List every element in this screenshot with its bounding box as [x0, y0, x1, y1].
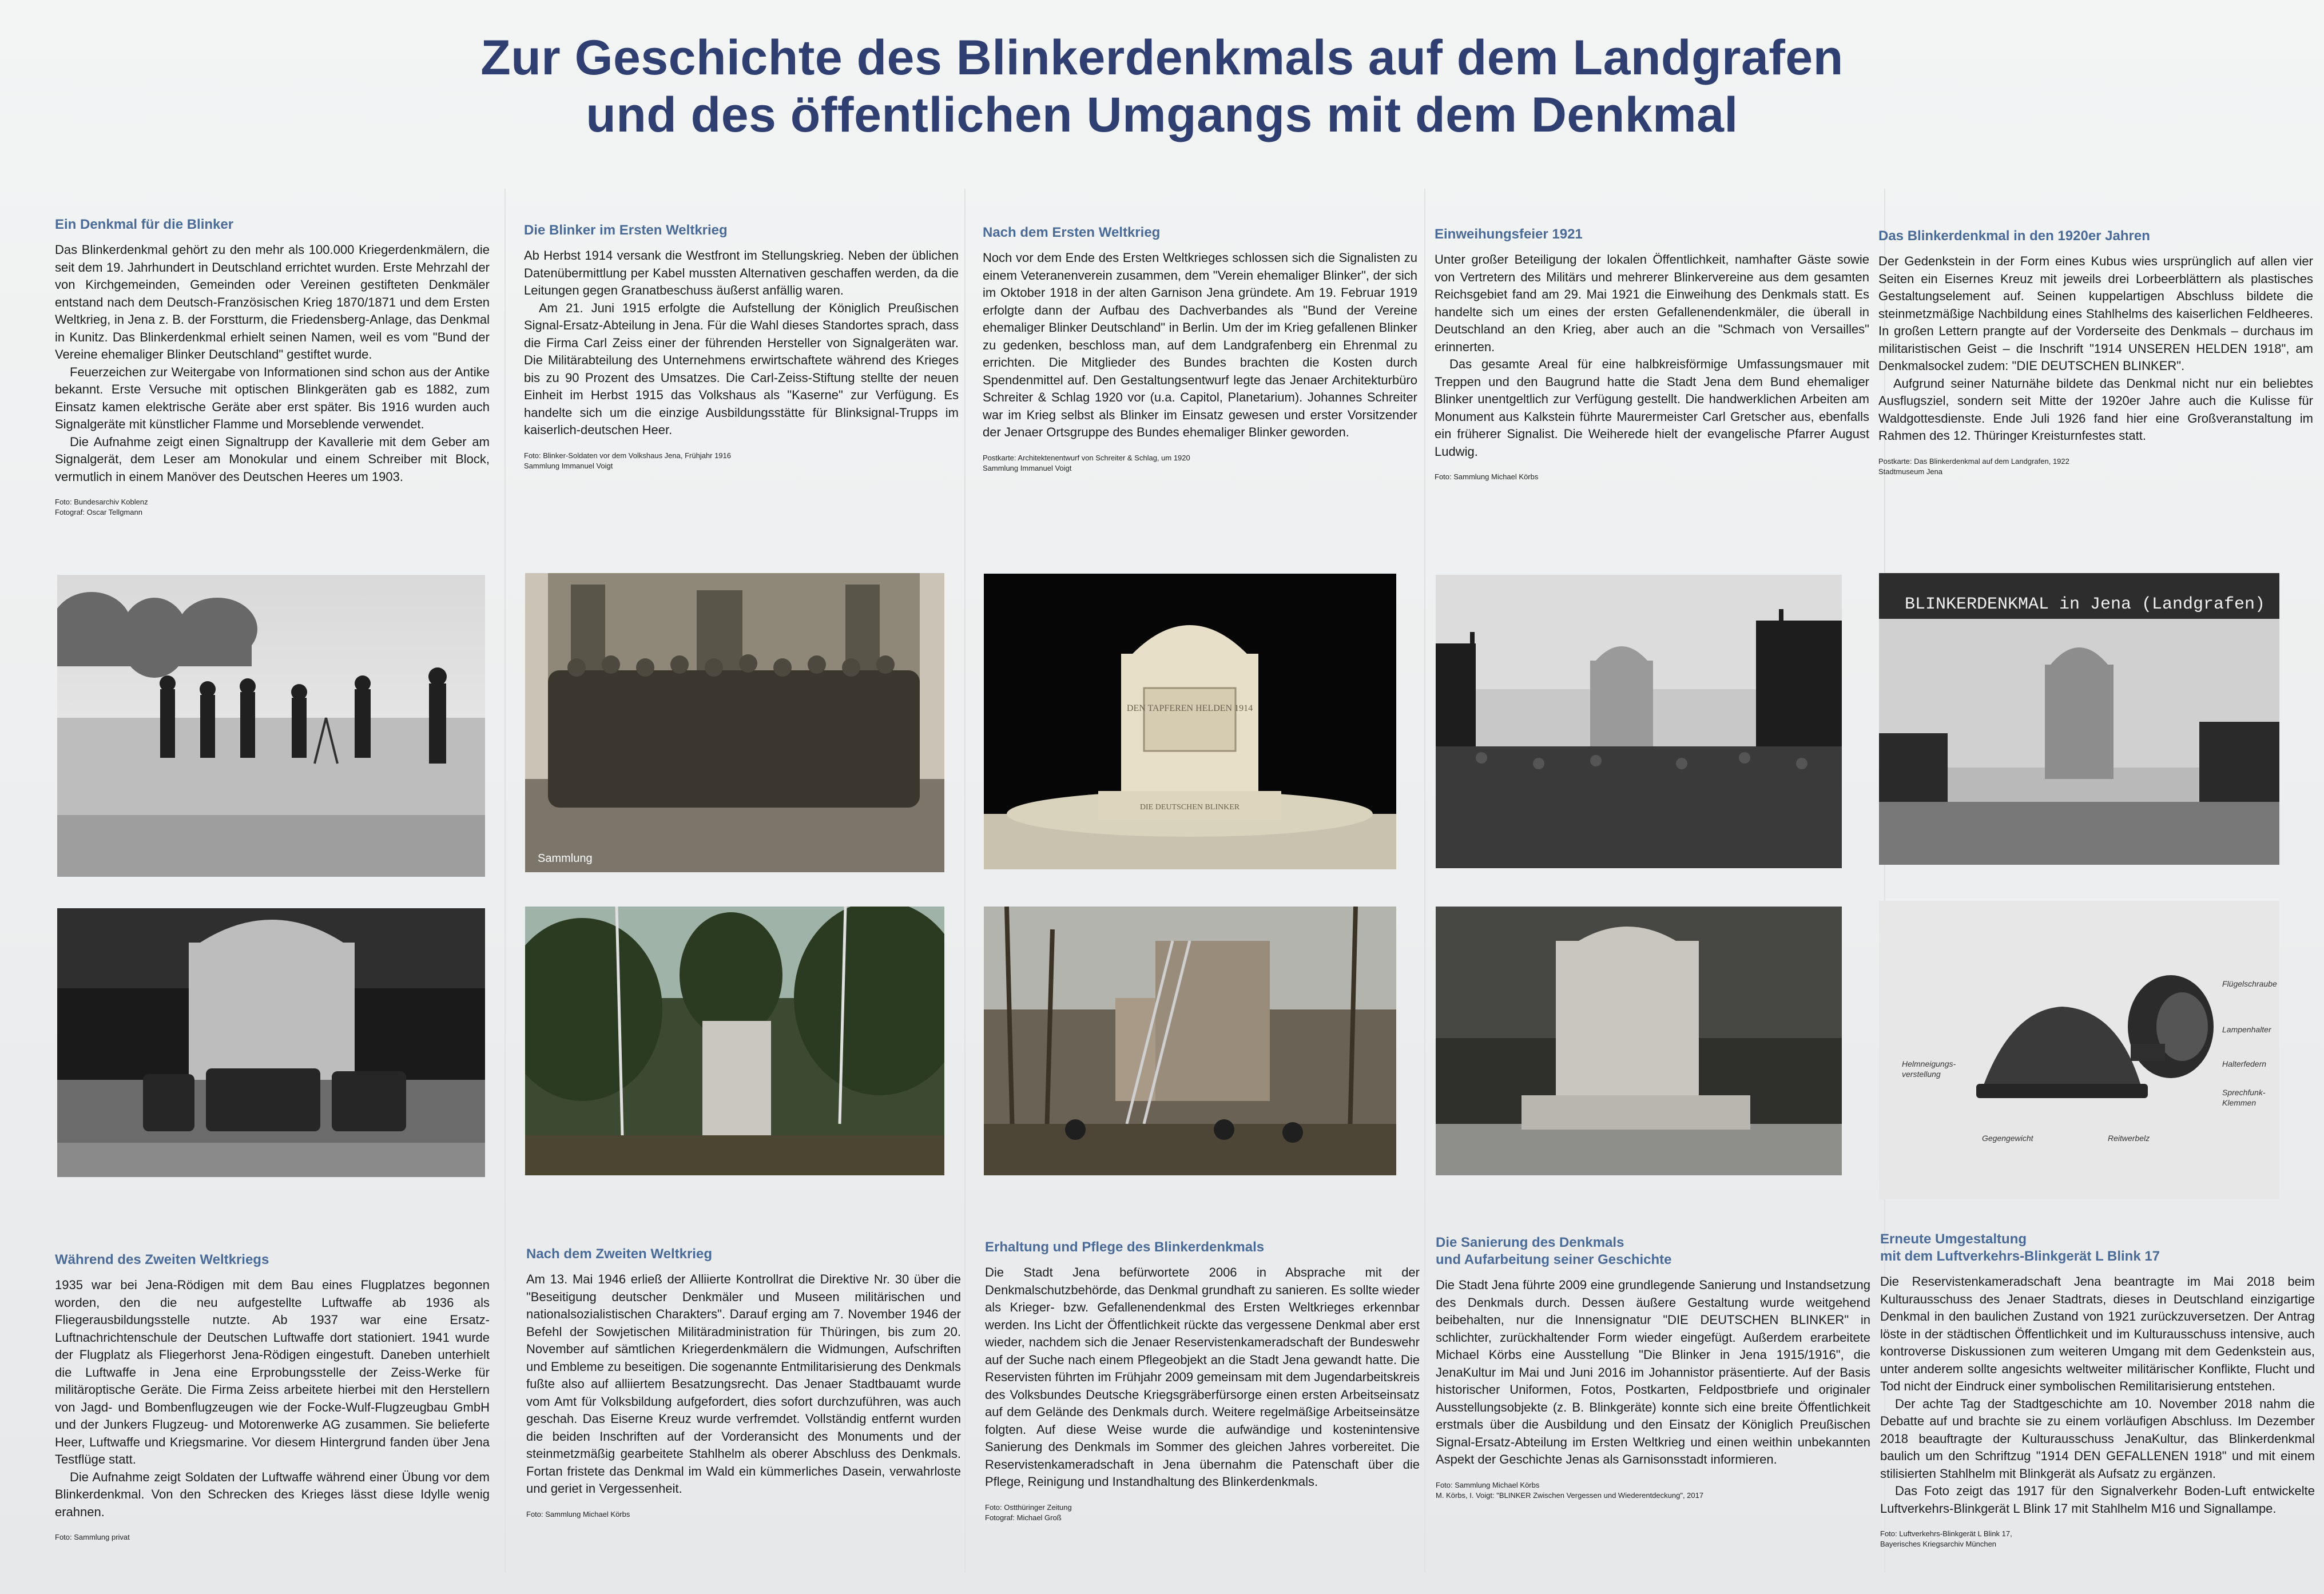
- photo-l-blink-17-helmet: [1879, 901, 2279, 1199]
- section-heading: [1436, 1234, 1870, 1269]
- section-einweihungsfeier: [1435, 226, 1869, 482]
- section-heading: [985, 1239, 1420, 1256]
- section-body: [55, 241, 490, 486]
- credit-line: Foto: Sammlung Michael Körbs: [1435, 472, 1539, 481]
- heading-line: Während des Zweiten Weltkriegs: [55, 1252, 269, 1267]
- paragraph: Die Reservistenkameradschaft Jena beantragte im Mai 2018 beim Kulturausschuss des Jenaer Stadtrats, dieses in Deutschland einzigartige Denkmal in den baulichen Zustand von 1921 zurückzuversetzen. Der Antrag löste in der städtischen Öffentlichkeit und im Kulturausschuss intensive, auch kontroverse Diskussionen zum weiteren Umgang mit dem Gedenkstein aus, unter anderem sollte angesichts weltweiter militärischer Konflikte, Flucht und Tod nicht der Eindruck einer symbolischen Remilitarisierung entstehen.: [1880, 1274, 2315, 1393]
- photo-architect-design-1920: [984, 574, 1396, 869]
- photo-credit: [983, 453, 1417, 474]
- section-body: [983, 249, 1417, 442]
- photo-credit: [55, 1532, 490, 1543]
- credit-line: Foto: Ostthüringer Zeitung: [985, 1502, 1072, 1512]
- section-body: [985, 1264, 1420, 1491]
- board-title-line-1: Zur Geschichte des Blinkerdenkmals auf dem Landgrafen: [480, 30, 1844, 85]
- paragraph: Am 21. Juni 1915 erfolgte die Aufstellung der Königlich Preußischen Signal-Ersatz-Abteilung in Jena. Für die Wahl dieses Standortes sprach, dass die Firma Carl Zeiss einer der führenden Hersteller von Signalgeräten war. Die Militärabteilung des Unternehmens erwirtschaftete während des Krieges bis zu 90 Prozent des Umsatzes. Die Carl-Zeiss-Stiftung stellte der neuen Einheit im Herbst 1915 das Volkshaus als "Kaserne" zur Verfügung. Es handelte sich um die einzige Ausbildungsstätte für Blinksignal-Trupps im kaiserlich-deutschen Heer.: [524, 300, 959, 437]
- photo-credit: [55, 497, 490, 518]
- photo-credit: [526, 1509, 961, 1520]
- paragraph: Unter großer Beteiligung der lokalen Öffentlichkeit, namhafter Gäste sowie von Vertretern des Militärs und mehrerer Blinkervereine aus dem gesamten Reichsgebiet fand am 29. Mai 1921 die Einweihung des Denkmals statt. Es handelte sich um eines der ersten Gefallenendenkmäler, die überall in Deutschland an den Krieg, aber auch an die "Schmach von Versailles" erinnerten.: [1435, 252, 1869, 354]
- column-divider: [964, 189, 966, 1573]
- section-heading: [526, 1246, 961, 1263]
- credit-line: Sammlung Immanuel Voigt: [983, 463, 1072, 472]
- credit-line: Foto: Sammlung Michael Körbs: [1436, 1480, 1540, 1489]
- heading-line: mit dem Luftverkehrs-Blinkgerät L Blink 17: [1880, 1249, 2160, 1264]
- photo-signal-troop-1903: [57, 575, 485, 877]
- section-erhaltung-pflege: [985, 1239, 1420, 1523]
- photo-credit: [1878, 456, 2313, 477]
- section-nach-zweitem-weltkrieg: [526, 1246, 961, 1520]
- section-erneute-umgestaltung: [1880, 1231, 2315, 1549]
- photo-overlay-text: Sammlung: [538, 852, 593, 865]
- paragraph: Aufgrund seiner Naturnähe bildete das Denkmal nicht nur ein beliebtes Ausflugsziel, sondern seit Mitte der 1920er Jahre auch die Kulisse für Waldgottesdienste. Ende Juli 1926 fand hier eine Großveranstaltung im Rahmen des 12. Thüringer Kreisturnfestes statt.: [1878, 376, 2313, 443]
- section-body: [526, 1271, 961, 1498]
- section-body: [1880, 1273, 2315, 1517]
- heading-line: Die Sanierung des Denkmals: [1436, 1235, 1624, 1250]
- photo-luftwaffe-soldiers: [57, 908, 485, 1177]
- credit-line: Stadtmuseum Jena: [1878, 467, 1943, 476]
- helmet-label: Reitwerbelz: [2108, 1134, 2150, 1143]
- photo-volkshaus-soldiers-1916: [525, 573, 944, 872]
- section-body: [524, 247, 959, 439]
- section-nach-erstem-weltkrieg: [983, 224, 1417, 474]
- section-denkmal-fuer-blinker: [55, 216, 490, 518]
- paragraph: 1935 war bei Jena-Rödigen mit dem Bau eines Flugplatzes begonnen worden, den die neu aufgestellte Luftwaffe ab 1936 als Fliegerausbildungsstelle nutzte. Ab 1937 war eine Ersatz-Luftnachrichtenschule der Deutschen Luftwaffe dort stationiert. 1941 wurde der Flugplatz als Fliegerhorst Jena-Rödigen eingestuft. Daneben unterhielt die Luftwaffe in Jena eine Erprobungsstelle der Zeiss-Werke für militäroptische Geräte. Die Firma Zeiss arbeitete hierbei mit den Herstellern von Jagd- und Bombenflugzeugen wie der Focke-Wulf-Flugzeugbau GmbH und der Junkers Flugzeug- und Motorenwerke AG zusammen. Sie belieferte Heer, Luftwaffe und Kriegsmarine. Vor diesem Hintergrund fanden über Jena Testflüge statt.: [55, 1278, 490, 1466]
- helmet-label: verstellung: [1902, 1070, 1941, 1079]
- credit-line: Sammlung Immanuel Voigt: [524, 461, 613, 470]
- photo-credit: [524, 451, 959, 471]
- helmet-label: Helmneigungs-: [1902, 1059, 1956, 1068]
- section-erster-weltkrieg: [524, 222, 959, 471]
- photo-restored-monument-2009: [1436, 907, 1842, 1175]
- section-zweiter-weltkrieg: [55, 1251, 490, 1543]
- section-body: [1878, 253, 2313, 445]
- photo-credit: [985, 1502, 1420, 1523]
- paragraph: Die Stadt Jena führte 2009 eine grundlegende Sanierung und Instandsetzung des Denkmals durch. Dessen äußere Gestaltung wurde weitgehend beibehalten, nur die Innensignatur "DIE DEUTSCHEN BLINKER" in schlichter, zurückhaltender Form wieder eingefügt. Außerdem erarbeitete Michael Körbs eine Ausstellung "Die Blinker in Jena 1915/1916", die JenaKultur im Mai und Juni 2016 im Johannistor präsentierte. Auf der Basis historischer Uniformen, Fotos, Postkarten, Feldpostbriefe und originaler Ausstellungsobjekte (z. B. Blinkgeräte) konnte sich eine breite Öffentlichkeit erstmals über die Ausbildung und den Einsatz der Königlich Preußischen Signal-Ersatz-Abteilung im Ersten Weltkrieg und einen weithin unbekannten Aspekt der Geschichte Jenas als Garnisonsstadt informieren.: [1436, 1278, 1870, 1466]
- paragraph: Das Foto zeigt das 1917 für den Signalverkehr Boden-Luft entwickelte Luftverkehrs-Blinkgerät L Blink 17 mit Stahlhelm M16 und Signallampe.: [1880, 1484, 2315, 1516]
- credit-line: M. Körbs, I. Voigt: "BLINKER Zwischen Vergessen und Wiederentdeckung", 2017: [1436, 1490, 1704, 1500]
- section-heading: Ein Denkmal für die Blinker: [55, 217, 234, 232]
- design-inscription: DEN TAPFEREN HELDEN 1914: [1126, 703, 1253, 713]
- credit-line: Fotograf: Oscar Tellgmann: [55, 508, 142, 516]
- paragraph: Das Blinkerdenkmal gehört zu den mehr als 100.000 Kriegerdenkmälern, die seit dem 19. Jahrhundert in Deutschland errichtet wurden. Erste Mehrzahl der von Kirchgemeinden, Gemeinden oder Vereinen gestifteten Denkmäler entstand nach dem Deutsch-Französischen Krieg 1870/1871 und dem Ersten Weltkrieg, in Jena z. B. der Forstturm, die Friedensberg-Anlage, das Denkmal in Kunitz. Das Blinkerdenkmal erhielt seinen Namen, weil es vom "Bund der Vereine ehemaliger Blinker Deutschland" gestiftet wurde.: [55, 243, 490, 361]
- heading-line: und Aufarbeitung seiner Geschichte: [1436, 1252, 1672, 1267]
- helmet-label: Klemmen: [2222, 1098, 2257, 1107]
- section-body: [55, 1277, 490, 1521]
- credit-line: Foto: Blinker-Soldaten vor dem Volkshaus Jena, Frühjahr 1916: [524, 451, 732, 460]
- paragraph: Am 13. Mai 1946 erließ der Alliierte Kontrollrat die Direktive Nr. 30 über die "Beseitigung deutscher Denkmäler und Museen militärischen und nationalsozialistischen Charakters". Darauf erging am 7. November 1946 der Befehl der Sowjetischen Militäradministration für Thüringen, bis zum 20. November auf sämtlichen Kriegerdenkmälern die Widmungen, Aufschriften und Embleme zu beseitigen. Die sogenannte Entmilitarisierung des Denkmals fußte also auf alliiertem Besatzungsrecht. Das Jenaer Stadtbauamt wurde vom Amt für Volksbildung aufgefordert, dies sofort durchzuführen, was auch geschah. Das Eiserne Kreuz wurde verfremdet. Vollständig entfernt wurden die beiden Inschriften auf der Vorderansicht des Monuments und der steinmetzmäßig gearbeitete Stahlhelm als oberer Abschluss des Denkmals. Fortan fristete das Denkmal im Wald ein kümmerliches Dasein, verwahrloste und geriet in Vergessenheit.: [526, 1272, 961, 1496]
- helmet-label: Sprechfunk-: [2222, 1088, 2266, 1097]
- heading-line: Erhaltung und Pflege des Blinkerdenkmals: [985, 1239, 1265, 1255]
- photo-credit: [1436, 1480, 1870, 1501]
- photo-credit: [1880, 1529, 2315, 1549]
- paragraph: Der achte Tag der Stadtgeschichte am 10. November 2018 nahm die Debatte auf und brachte sie zu einem vorläufigen Abschluss. Im Dezember 2018 beauftragte der Kulturausschuss JenaKultur, das Blinkerdenkmal baulich um den Schriftzug "1914 DEN GEFALLENEN 1918" und mit einem stilisierten Stahlhelm mit Blinkgerät als Aufsatz zu ergänzen.: [1880, 1396, 2315, 1481]
- credit-line: Foto: Bundesarchiv Koblenz: [55, 498, 148, 506]
- column-divider: [504, 189, 506, 1573]
- heading-line: Nach dem Zweiten Weltkrieg: [526, 1246, 712, 1262]
- paragraph: Die Stadt Jena befürwortete 2006 in Absprache mit der Denkmalschutzbehörde, das Denkmal grundhaft zu sanieren. Es sollte wieder als Krieger- bzw. Gefallenendenkmal des Ersten Weltkrieges erkennbar werden. Ins Licht der Öffentlichkeit rückte das vergessene Denkmal aber erst wieder, nachdem sich die Jenaer Reservistenkameradschaft der Bundeswehr auf der Suche nach einem Pflegeobjekt an die Stadt Jena gewandt hatte. Die Reservisten führten im Frühjahr 2009 gemeinsam mit dem Jugendarbeitskreis des Volksbundes Deutsche Kriegsgräberfürsorge einen ersten Arbeitseinsatz auf dem Gelände des Denkmals durch. Weitere regelmäßige Arbeitseinsätze folgten. Auf diese Weise wurde die aufwändige und kostenintensive Sanierung des Denkmals im Sommer des gleichen Jahres vorbereitet. Die Reservistenkameradschaft in Jena übernahm die Patenschaft über die Pflege, Reinigung und Instandhaltung des Blinkerdenkmals.: [985, 1265, 1420, 1489]
- credit-line: Foto: Sammlung privat: [55, 1533, 130, 1541]
- section-heading: Nach dem Ersten Weltkrieg: [983, 225, 1161, 240]
- paragraph: Noch vor dem Ende des Ersten Weltkrieges schlossen sich die Signalisten zu einem Veteranenverein zusammen, dem "Verein ehemaliger Blinker", der sich im Oktober 1918 in der alten Garnison Jena gründete. Am 19. Februar 1919 erfolgte dann der Aufbau des Dachverbandes als "Bund der Vereine ehemaliger Blinker Deutschland" in Berlin. Um der im Krieg gefallenen Blinker zu gedenken, beschloss man, auf dem Landgrafenberg ein Ehrenmal zu errichten. Die Mitglieder des Bundes brachten die Kosten durch Spendenmittel auf. Den Gestaltungsentwurf legte das Jenaer Architekturbüro Schreiter & Schlag 1920 vor (u.a. Capitol, Planetarium). Johannes Schreiter war im Krieg selbst als Blinker im Einsatz gewesen und erster Vorsitzender der Jenaer Ortsgruppe des Bundes ehemaliger Blinker geworden.: [983, 251, 1417, 439]
- paragraph: Die Aufnahme zeigt einen Signaltrupp der Kavallerie mit dem Geber am Signalgerät, dem Leser am Monokular und einem Schreiber mit Block, vermutlich in einem Manöver des Deutschen Heeres um 1903.: [55, 434, 490, 484]
- section-heading: [55, 1251, 490, 1269]
- helmet-label: Halterfedern: [2222, 1059, 2267, 1068]
- section-body: [1436, 1277, 1870, 1469]
- credit-line: Foto: Sammlung Michael Körbs: [526, 1509, 630, 1519]
- photo-neglected-monument: [525, 907, 944, 1175]
- credit-line: Bayerisches Kriegsarchiv München: [1880, 1540, 1997, 1548]
- credit-line: Foto: Luftverkehrs-Blinkgerät L Blink 17,: [1880, 1529, 2012, 1538]
- column-divider: [1424, 189, 1425, 1573]
- credit-line: Postkarte: Architektenentwurf von Schreiter & Schlag, um 1920: [983, 453, 1190, 462]
- credit-line: Postkarte: Das Blinkerdenkmal auf dem Landgrafen, 1922: [1878, 456, 2069, 466]
- photo-restoration-work: [984, 907, 1396, 1175]
- credit-line: Fotograf: Michael Groß: [985, 1513, 1062, 1522]
- section-heading: Die Blinker im Ersten Weltkrieg: [524, 222, 728, 238]
- paragraph: Feuerzeichen zur Weitergabe von Informationen sind schon aus der Antike bekannt. Erste Versuche mit optischen Blinkgeräten gab es 1882, zum Einsatz kamen elektrische Geräte aber erst später. Bis 1916 wurden auch Signalgeräte mit künstlicher Flamme und Morseblende verwendet.: [55, 364, 490, 431]
- section-body: [1435, 251, 1869, 460]
- section-heading: Das Blinkerdenkmal in den 1920er Jahren: [1878, 228, 2150, 244]
- section-1920er-jahre: [1878, 228, 2313, 477]
- section-sanierung: [1436, 1234, 1870, 1501]
- postcard-header-text: BLINKERDENKMAL in Jena (Landgrafen): [1904, 595, 2266, 614]
- photo-postcard-1922: [1879, 573, 2279, 865]
- helmet-label: Gegengewicht: [1982, 1134, 2033, 1143]
- heading-line: Erneute Umgestaltung: [1880, 1231, 2027, 1247]
- section-heading: Einweihungsfeier 1921: [1435, 226, 1583, 242]
- helmet-label: Flügelschraube: [2222, 979, 2277, 988]
- photo-inauguration-1921: [1436, 575, 1842, 868]
- helmet-label: Lampenhalter: [2222, 1025, 2271, 1034]
- paragraph: Der Gedenkstein in der Form eines Kubus wies ursprünglich auf allen vier Seiten ein Eisernes Kreuz mit jeweils drei Lorbeerblättern als plastisches Gestaltungselement auf. Seinen kuppelartigen Abschluss bildete die steinmetzmäßige Nachbildung eines Stahlhelms des kaiserlichen Feldheeres. In großen Lettern prangte auf der Vorderseite des Denkmals – durchaus im militaristischen Geist – die Inschrift "1914 UNSEREN HELDEN 1918", am Denkmalsockel zudem: "DIE DEUTSCHEN BLINKER".: [1878, 254, 2313, 373]
- paragraph: Die Aufnahme zeigt Soldaten der Luftwaffe während einer Übung vor dem Blinkerdenkmal. Von den Schrecken des Krieges lässt diese Idylle wenig erahnen.: [55, 1469, 490, 1519]
- board-title-line-2: und des öffentlichen Umgangs mit dem Denkmal: [586, 88, 1738, 142]
- section-heading: [1880, 1231, 2315, 1265]
- photo-credit: [1435, 472, 1869, 482]
- paragraph: Ab Herbst 1914 versank die Westfront im Stellungskrieg. Neben der üblichen Datenübermittlung per Kabel mussten Alternativen geschaffen werden, da die Leitungen gegen Granatbeschuss äußerst anfällig waren.: [524, 248, 959, 297]
- paragraph: Das gesamte Areal für eine halbkreisförmige Umfassungsmauer mit Treppen und den Baugrund hatte die Stadt Jena dem Bund ehemaliger Blinker unentgeltlich zur Verfügung gestellt. Die handwerklichen Arbeiten am Monument aus Kalkstein führte Maurermeister Carl Gretscher aus, ebenfalls ein früherer Signalist. Die Weiherede hielt der evangelische Pfarrer August Ludwig.: [1435, 357, 1869, 459]
- design-base-inscription: DIE DEUTSCHEN BLINKER: [1139, 803, 1240, 812]
